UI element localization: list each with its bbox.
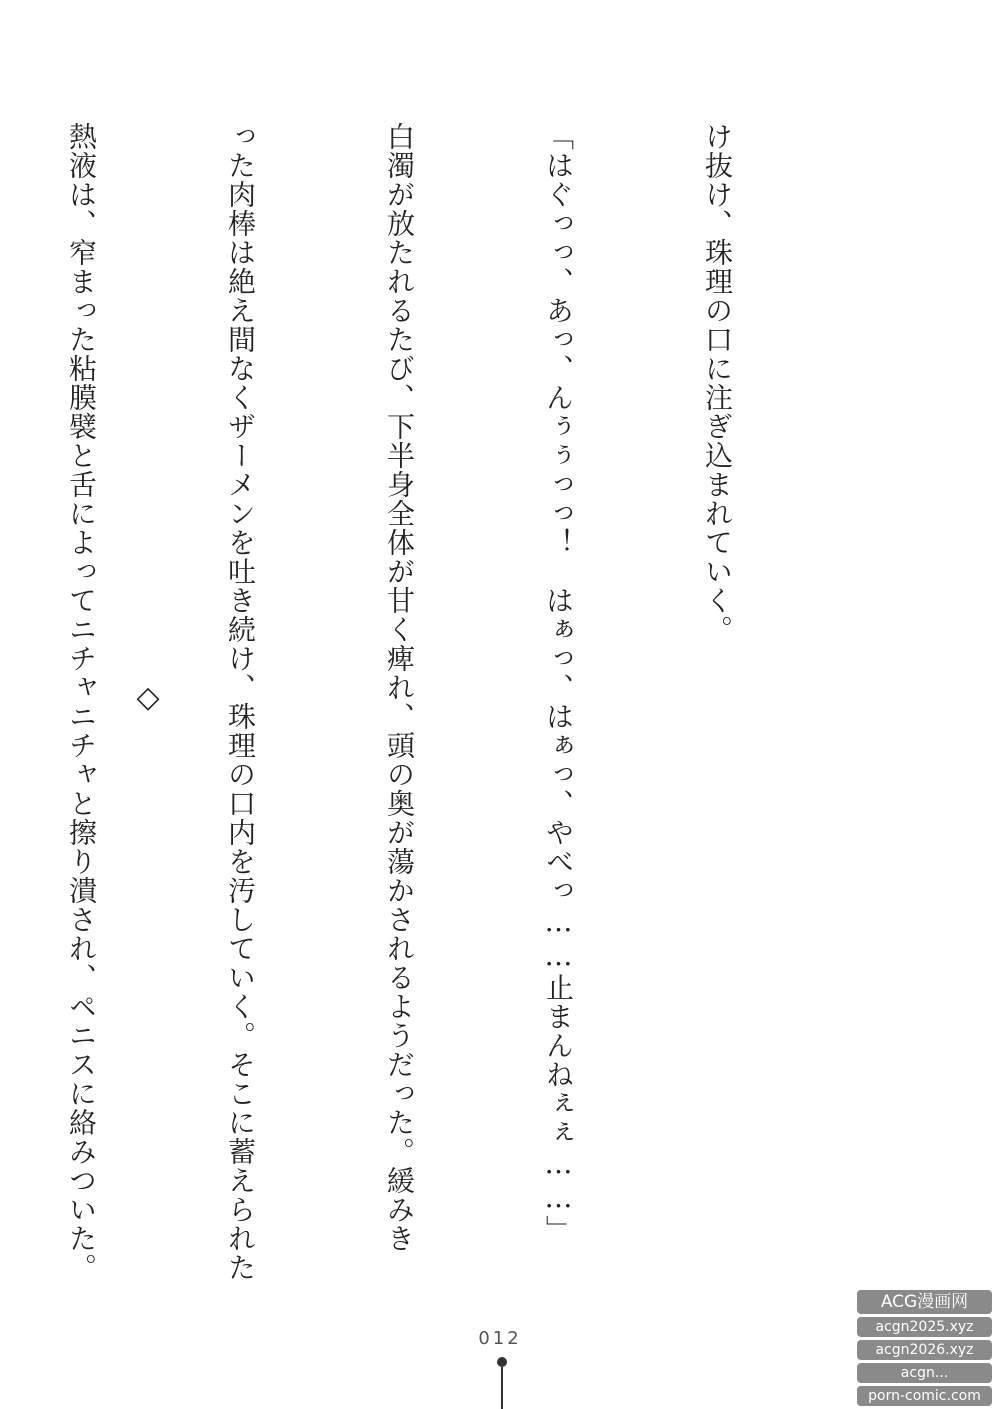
text-line: 白濁が放たれるたび、下半身全体が甘く痺れ、頭の奥が蕩かされるようだった。緩みき [383,122,416,1253]
text-line: 「はぐっっ、あっ、んぅぅっっ！ はぁっ、はぁっ、やべっ……止まんねぇぇ……」 [542,122,575,1244]
page-marker-stem [501,1367,503,1409]
watermark-line: ACG漫画网 [857,1290,992,1314]
watermark-line: acgn2026.xyz [857,1340,992,1360]
watermark-line: acgn... [857,1363,992,1383]
scene-break-diamond: ◇ [136,680,160,715]
watermark-line: acgn2025.xyz [857,1317,992,1337]
page-number: 012 [478,1328,522,1349]
vertical-text-body [65,122,850,1302]
text-line: 熱液は、窄まった粘膜襞と舌によってニチャニチャと擦り潰され、ペニスに絡みついた。 [65,122,98,1282]
page-marker-icon [497,1357,507,1409]
text-line: った肉棒は絶え間なくザーメンを吐き続け、珠理の口内を汚していく。そこに蓄えられた [224,122,257,1282]
watermark [857,1290,992,1402]
watermark-line: porn-comic.com [857,1386,992,1406]
page-marker-dot [497,1357,507,1367]
text-line: け抜け、珠理の口に注ぎ込まれていく。 [701,122,734,644]
